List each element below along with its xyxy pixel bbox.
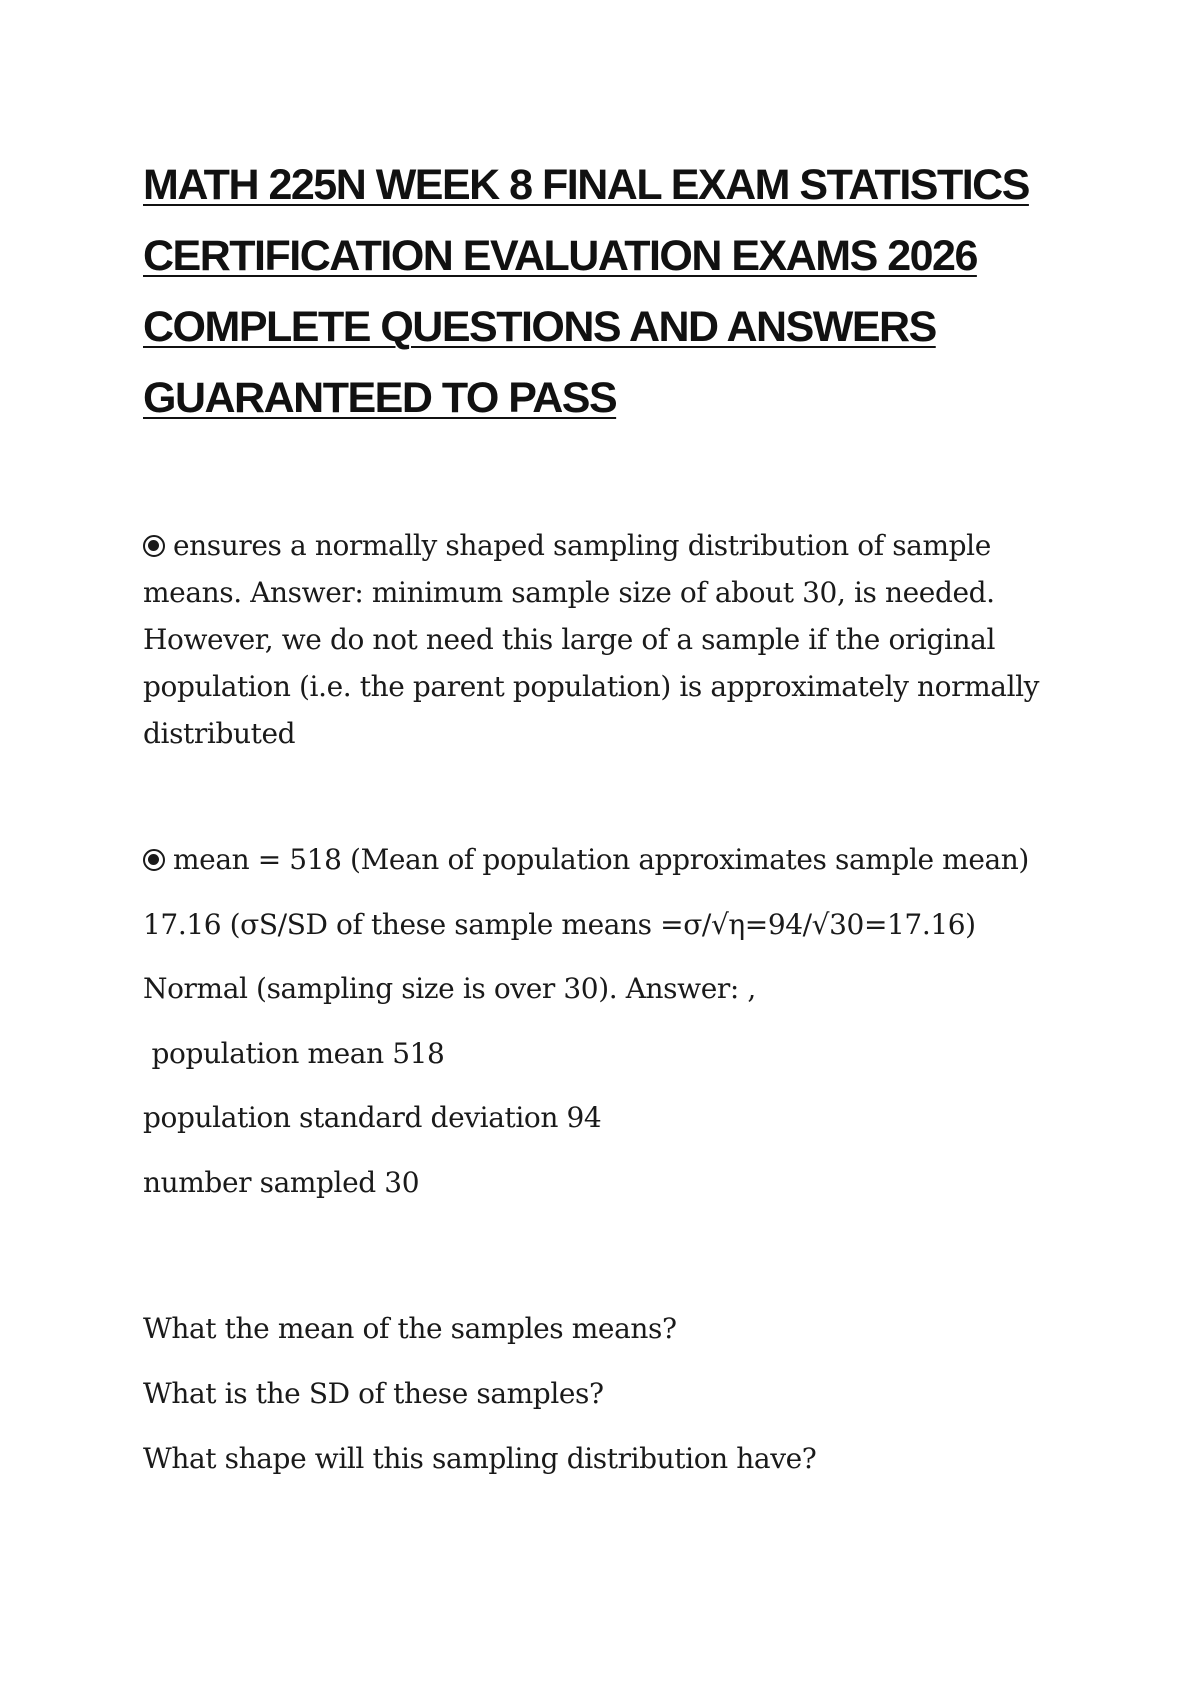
title-line: GUARANTEED TO PASS bbox=[143, 374, 617, 422]
title-line: COMPLETE QUESTIONS AND ANSWERS bbox=[143, 303, 936, 351]
prompt-line: What shape will this sampling distribution have? bbox=[143, 1442, 817, 1475]
answer-line: number sampled 30 bbox=[143, 1165, 420, 1199]
prompts-block bbox=[143, 1296, 1043, 1491]
question-1-paragraph bbox=[143, 522, 1043, 757]
answer-line: population standard deviation 94 bbox=[143, 1101, 602, 1134]
document-title bbox=[143, 150, 1043, 434]
question-2-block bbox=[143, 828, 1043, 1215]
answer-line: population mean 518 bbox=[143, 1036, 445, 1070]
title-line: CERTIFICATION EVALUATION EXAMS 2026 bbox=[143, 232, 977, 280]
answer-line bbox=[143, 828, 1043, 893]
answer-line-text: mean = 518 (Mean of population approximates sample mean) bbox=[173, 843, 1029, 876]
answer-line: 17.16 (σS/SD of these sample means =σ/√η=94/√30=17.16) bbox=[143, 907, 976, 941]
document-page bbox=[143, 150, 1043, 1475]
title-line: MATH 225N WEEK 8 FINAL EXAM STATISTICS bbox=[143, 161, 1029, 209]
prompt-line: What is the SD of these samples? bbox=[143, 1377, 604, 1410]
radio-bullet-icon bbox=[143, 535, 165, 557]
radio-bullet-icon bbox=[143, 849, 165, 871]
prompt-line: What the mean of the samples means? bbox=[143, 1312, 677, 1345]
question-1-text: ensures a normally shaped sampling distribution of sample means. Answer: minimum sample size of about 30, is needed. However, we do not need this large of a sample if the original population (i.e. the parent population) is approximately normally distributed bbox=[143, 529, 1040, 750]
answer-line: Normal (sampling size is over 30). Answer: , bbox=[143, 972, 756, 1005]
